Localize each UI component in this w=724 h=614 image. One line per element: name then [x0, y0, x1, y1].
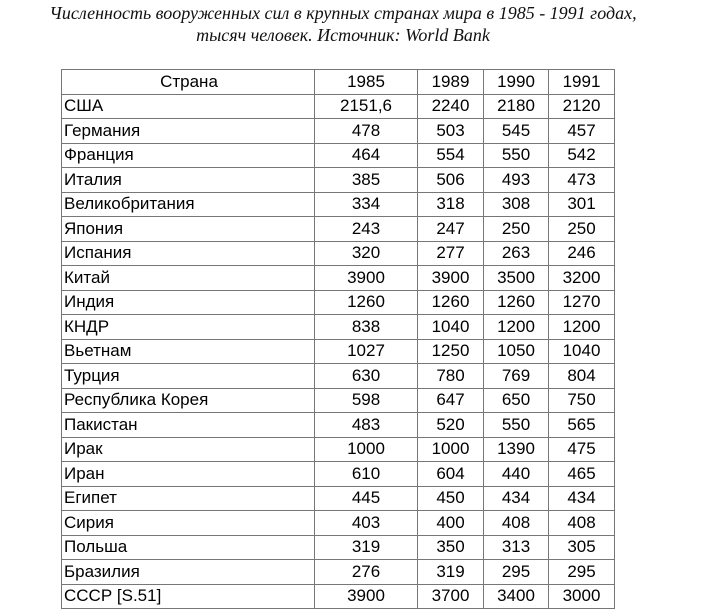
value-1990-cell: 769	[484, 364, 549, 389]
value-1985-cell: 483	[315, 413, 418, 438]
value-1989-cell: 319	[418, 560, 484, 585]
value-1991-cell: 475	[549, 437, 615, 462]
country-cell: Турция	[62, 364, 315, 389]
header-year-1991: 1991	[549, 70, 615, 95]
value-1985-cell: 2151,6	[315, 94, 418, 119]
armed-forces-table	[61, 69, 615, 609]
value-1991-cell: 1270	[549, 290, 615, 315]
value-1989-cell: 400	[418, 511, 484, 536]
value-1990-cell: 493	[484, 168, 549, 193]
table-row	[62, 168, 615, 193]
value-1991-cell: 565	[549, 413, 615, 438]
value-1991-cell: 246	[549, 241, 615, 266]
caption-line-1: Численность вооруженных сил в крупных странах мира в 1985 - 1991 годах,	[49, 3, 637, 23]
country-cell: Пакистан	[62, 413, 315, 438]
caption-line-2: тысяч человек. Источник: World Bank	[196, 25, 490, 45]
value-1989-cell: 506	[418, 168, 484, 193]
table-row	[62, 364, 615, 389]
value-1991-cell: 542	[549, 143, 615, 168]
country-cell: Испания	[62, 241, 315, 266]
value-1990-cell: 2180	[484, 94, 549, 119]
country-cell: Германия	[62, 119, 315, 144]
table-header-row	[62, 70, 615, 95]
table-row	[62, 462, 615, 487]
value-1985-cell: 319	[315, 535, 418, 560]
value-1990-cell: 1200	[484, 315, 549, 340]
value-1989-cell: 1260	[418, 290, 484, 315]
country-cell: СССР [S.51]	[62, 584, 315, 609]
value-1989-cell: 520	[418, 413, 484, 438]
value-1985-cell: 464	[315, 143, 418, 168]
value-1985-cell: 320	[315, 241, 418, 266]
value-1991-cell: 3000	[549, 584, 615, 609]
table-row	[62, 486, 615, 511]
value-1989-cell: 450	[418, 486, 484, 511]
value-1989-cell: 350	[418, 535, 484, 560]
value-1991-cell: 2120	[549, 94, 615, 119]
value-1989-cell: 3700	[418, 584, 484, 609]
value-1989-cell: 1000	[418, 437, 484, 462]
country-cell: Вьетнам	[62, 339, 315, 364]
value-1990-cell: 434	[484, 486, 549, 511]
table-row	[62, 413, 615, 438]
value-1991-cell: 473	[549, 168, 615, 193]
value-1985-cell: 1000	[315, 437, 418, 462]
value-1985-cell: 610	[315, 462, 418, 487]
table-row	[62, 560, 615, 585]
value-1991-cell: 465	[549, 462, 615, 487]
table-row	[62, 535, 615, 560]
table-row	[62, 94, 615, 119]
value-1990-cell: 545	[484, 119, 549, 144]
value-1985-cell: 334	[315, 192, 418, 217]
value-1991-cell: 295	[549, 560, 615, 585]
value-1990-cell: 313	[484, 535, 549, 560]
value-1990-cell: 1050	[484, 339, 549, 364]
country-cell: Индия	[62, 290, 315, 315]
value-1990-cell: 1260	[484, 290, 549, 315]
value-1985-cell: 1027	[315, 339, 418, 364]
value-1990-cell: 308	[484, 192, 549, 217]
value-1989-cell: 780	[418, 364, 484, 389]
value-1989-cell: 318	[418, 192, 484, 217]
value-1990-cell: 3500	[484, 266, 549, 291]
value-1990-cell: 550	[484, 143, 549, 168]
value-1989-cell: 247	[418, 217, 484, 242]
table-row	[62, 143, 615, 168]
table-row	[62, 290, 615, 315]
country-cell: Польша	[62, 535, 315, 560]
value-1985-cell: 385	[315, 168, 418, 193]
country-cell: Япония	[62, 217, 315, 242]
value-1990-cell: 650	[484, 388, 549, 413]
table-row	[62, 217, 615, 242]
value-1985-cell: 3900	[315, 266, 418, 291]
value-1991-cell: 804	[549, 364, 615, 389]
header-country: Страна	[62, 70, 315, 95]
country-cell: Китай	[62, 266, 315, 291]
value-1991-cell: 1040	[549, 339, 615, 364]
value-1991-cell: 250	[549, 217, 615, 242]
value-1990-cell: 263	[484, 241, 549, 266]
table-caption	[0, 2, 686, 46]
value-1989-cell: 1250	[418, 339, 484, 364]
table-row	[62, 315, 615, 340]
country-cell: Ирак	[62, 437, 315, 462]
value-1989-cell: 277	[418, 241, 484, 266]
country-cell: Италия	[62, 168, 315, 193]
value-1990-cell: 295	[484, 560, 549, 585]
value-1989-cell: 1040	[418, 315, 484, 340]
table-row	[62, 584, 615, 609]
value-1985-cell: 243	[315, 217, 418, 242]
country-cell: Бразилия	[62, 560, 315, 585]
value-1990-cell: 408	[484, 511, 549, 536]
value-1985-cell: 630	[315, 364, 418, 389]
table-row	[62, 437, 615, 462]
value-1991-cell: 750	[549, 388, 615, 413]
value-1991-cell: 408	[549, 511, 615, 536]
value-1989-cell: 647	[418, 388, 484, 413]
value-1985-cell: 3900	[315, 584, 418, 609]
country-cell: Египет	[62, 486, 315, 511]
table-row	[62, 119, 615, 144]
value-1985-cell: 478	[315, 119, 418, 144]
value-1991-cell: 305	[549, 535, 615, 560]
header-year-1985: 1985	[315, 70, 418, 95]
value-1985-cell: 838	[315, 315, 418, 340]
value-1985-cell: 403	[315, 511, 418, 536]
value-1989-cell: 3900	[418, 266, 484, 291]
value-1990-cell: 250	[484, 217, 549, 242]
value-1991-cell: 3200	[549, 266, 615, 291]
country-cell: Великобритания	[62, 192, 315, 217]
country-cell: КНДР	[62, 315, 315, 340]
value-1991-cell: 457	[549, 119, 615, 144]
value-1985-cell: 598	[315, 388, 418, 413]
value-1990-cell: 550	[484, 413, 549, 438]
table-row	[62, 266, 615, 291]
table-row	[62, 511, 615, 536]
value-1991-cell: 1200	[549, 315, 615, 340]
value-1985-cell: 445	[315, 486, 418, 511]
value-1991-cell: 301	[549, 192, 615, 217]
country-cell: США	[62, 94, 315, 119]
value-1989-cell: 2240	[418, 94, 484, 119]
value-1985-cell: 276	[315, 560, 418, 585]
country-cell: Франция	[62, 143, 315, 168]
value-1990-cell: 440	[484, 462, 549, 487]
value-1989-cell: 554	[418, 143, 484, 168]
value-1991-cell: 434	[549, 486, 615, 511]
table-row	[62, 388, 615, 413]
country-cell: Иран	[62, 462, 315, 487]
table-body	[62, 94, 615, 609]
table-row	[62, 192, 615, 217]
table-row	[62, 241, 615, 266]
country-cell: Сирия	[62, 511, 315, 536]
value-1989-cell: 604	[418, 462, 484, 487]
value-1989-cell: 503	[418, 119, 484, 144]
header-year-1989: 1989	[418, 70, 484, 95]
country-cell: Республика Корея	[62, 388, 315, 413]
value-1990-cell: 3400	[484, 584, 549, 609]
value-1985-cell: 1260	[315, 290, 418, 315]
value-1990-cell: 1390	[484, 437, 549, 462]
header-year-1990: 1990	[484, 70, 549, 95]
table-row	[62, 339, 615, 364]
